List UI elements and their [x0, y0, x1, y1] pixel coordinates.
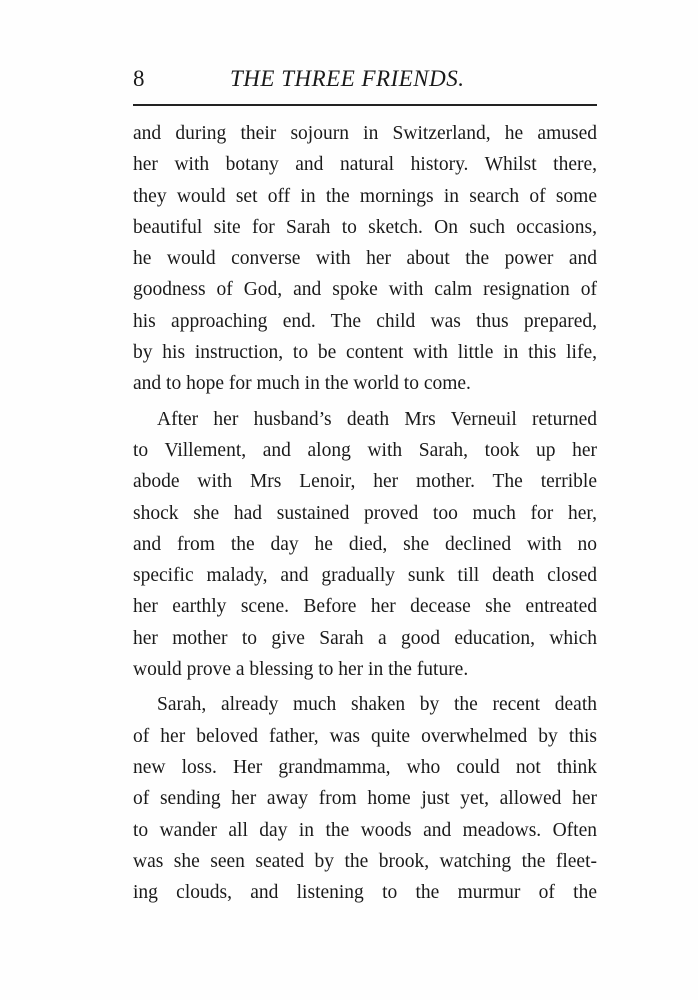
text-line: by his instruction, to be content with little in this life,: [133, 342, 597, 364]
text-line: After her husband’s death Mrs Verneuil returned: [157, 408, 597, 430]
text-line: of sending her away from home just yet, allowed her: [133, 788, 597, 810]
text-line: her mother to give Sarah a good education, which: [133, 627, 597, 649]
text-line: ing clouds, and listening to the murmur of the: [133, 882, 597, 904]
running-head: [133, 62, 597, 96]
text-line: and to hope for much in the world to come.: [133, 373, 471, 395]
text-line: his approaching end. The child was thus prepared,: [133, 310, 597, 332]
text-line: goodness of God, and spoke with calm resignation of: [133, 279, 597, 301]
text-line: to wander all day in the woods and meadows. Often: [133, 819, 597, 841]
text-line: beautiful site for Sarah to sketch. On such occasions,: [133, 216, 597, 238]
paragraph-2: [133, 404, 597, 686]
text-line: and during their sojourn in Switzerland, he amused: [133, 123, 597, 144]
text-line: of her beloved father, was quite overwhelmed by this: [133, 725, 597, 747]
text-line: her earthly scene. Before her decease she entreated: [133, 596, 597, 618]
text-line: abode with Mrs Lenoir, her mother. The terrible: [133, 471, 597, 493]
text-line: Sarah, already much shaken by the recent death: [157, 694, 597, 716]
running-title: THE THREE FRIENDS.: [230, 66, 465, 91]
text-line: he would converse with her about the power and: [133, 248, 597, 270]
paragraph-1: [133, 118, 597, 400]
page-number: 8: [133, 66, 145, 91]
text-line: they would set off in the mornings in search of some: [133, 185, 597, 207]
text-line: shock she had sustained proved too much for her,: [133, 502, 597, 524]
text-line: specific malady, and gradually sunk till death closed: [133, 565, 597, 587]
text-line: to Villement, and along with Sarah, took up her: [133, 439, 597, 461]
header-rule: [133, 104, 597, 106]
text-line: would prove a blessing to her in the future.: [133, 659, 469, 681]
paragraph-3: [133, 689, 597, 908]
text-line: new loss. Her grandmamma, who could not think: [133, 756, 597, 778]
body-text: [133, 118, 597, 908]
text-line: was she seen seated by the brook, watching the fleet-: [133, 850, 597, 872]
text-line: her with botany and natural history. Whilst there,: [133, 154, 597, 176]
text-line: and from the day he died, she declined with no: [133, 533, 597, 555]
